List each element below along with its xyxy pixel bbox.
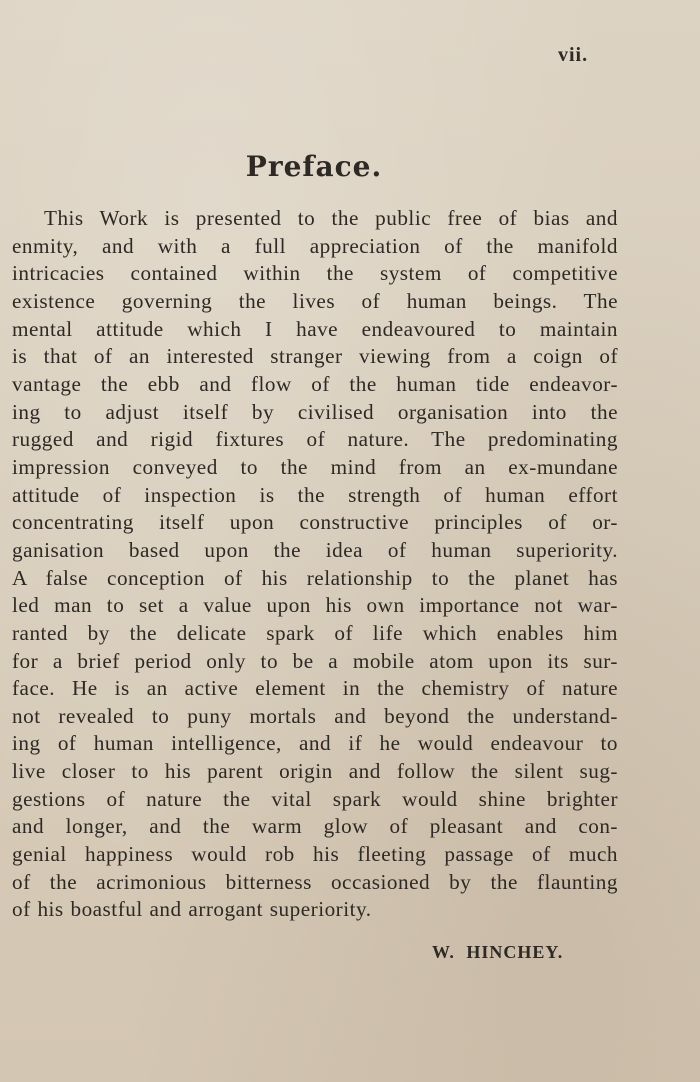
text-line: for a brief period only to be a mobile atom upon its sur- [12,648,618,673]
text-line: ing to adjust itself by civilised organisation into the [12,399,618,424]
text-line: of his boastful and arrogant superiority. [12,897,372,922]
text-line: A false conception of his relationship to the planet has [12,565,618,590]
text-line: attitude of inspection is the strength of human effort [12,482,618,507]
text-line: vantage the ebb and flow of the human tide endeavor- [12,371,618,396]
text-line: live closer to his parent origin and follow the silent sug- [12,759,618,784]
text-line: gestions of nature the vital spark would shine brighter [12,786,618,811]
text-line: impression conveyed to the mind from an ex-mundane [12,454,618,479]
text-line: and longer, and the warm glow of pleasant and con- [12,814,618,839]
text-line: face. He is an active element in the chemistry of nature [12,676,618,701]
text-line: concentrating itself upon constructive principles of or- [12,510,618,535]
text-line: ganisation based upon the idea of human superiority. [12,537,618,562]
text-line: enmity, and with a full appreciation of the manifold [12,233,618,258]
page-title: Preface. [245,150,383,183]
text-line: existence governing the lives of human beings. The [12,288,618,313]
text-line: rugged and rigid fixtures of nature. The predominating [12,427,618,452]
author-signature: W. HINCHEY. [432,942,564,962]
text-line: intricacies contained within the system of competitive [12,261,618,286]
text-line: ranted by the delicate spark of life which enables him [12,620,618,645]
text-line: of the acrimonious bitterness occasioned by the flaunting [12,869,618,894]
text-line: This Work is presented to the public free of bias and [44,206,618,230]
text-line: led man to set a value upon his own importance not war- [12,593,618,618]
text-line: genial happiness would rob his fleeting passage of much [12,842,618,867]
text-line: is that of an interested stranger viewing from a coign of [12,344,618,369]
preface-text [12,205,618,924]
text-line: not revealed to puny mortals and beyond the understand- [12,703,618,728]
text-line: ing of human intelligence, and if he would endeavour to [12,731,618,756]
text-line: mental attitude which I have endeavoured to maintain [12,316,618,341]
page-number: vii. [558,44,589,66]
